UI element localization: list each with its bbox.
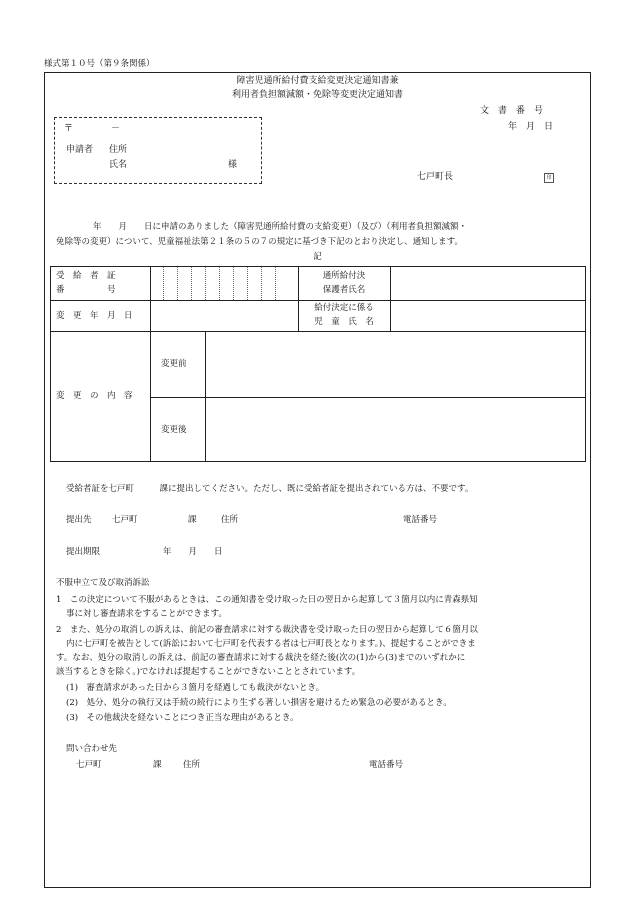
table-row-divider	[50, 331, 586, 332]
address-label: 住所	[109, 145, 128, 155]
table-col-divider	[150, 266, 151, 462]
digit-cell-divider	[233, 267, 234, 300]
deadline-date: 年 月 日	[163, 547, 223, 557]
submit-to-label: 提出先	[66, 515, 92, 525]
digit-cell-divider	[261, 267, 262, 300]
appeal-sub3: (3) その他裁決を経ないことにつき正当な理由があるとき。	[66, 713, 299, 723]
child-label-2: 児 童 氏 名	[314, 317, 374, 327]
applicant-label: 申請者	[66, 145, 94, 155]
ki-label: 記	[313, 252, 322, 262]
inquiry-dept: 課	[153, 760, 162, 770]
appeal-item2-line4: 該当するときを除く。)でなければ提起することができないこととされています。	[56, 667, 361, 677]
submit-to-phone: 電話番号	[403, 515, 438, 525]
after-label: 変更後	[161, 425, 187, 435]
appeal-sub1: (1) 審査請求があった日から３箇月を経過しても裁決がないとき。	[66, 683, 325, 693]
title-line-1: 障害児通所給付費支給変更決定通知書兼	[236, 76, 399, 86]
digit-cell-divider	[275, 267, 276, 300]
form-number: 様式第１０号（第９条関係）	[44, 59, 155, 69]
document-number: 文 書 番 号	[480, 106, 544, 116]
appeal-item2-line1: 2 また、処分の取消しの訴えは、前記の審査請求に対する裁決書を受け取った日の翌日から起算して６箇月以	[56, 625, 478, 635]
digit-cell-divider	[205, 267, 206, 300]
digit-cell-divider	[219, 267, 220, 300]
table-col-divider	[205, 331, 206, 462]
intro-line-2: 免除等の変更）について、児童福祉法第２１条の５の７の規定に基づき下記のとおり決定し、通知します。	[56, 237, 463, 247]
change-content-label: 変 更 の 内 容	[56, 391, 133, 401]
child-label-1: 給付決定に係る	[314, 303, 374, 313]
appeal-item2-line3: す。なお、処分の取消しの訴えは、前記の審査請求に対する裁決を経た後(次の(1)から(3)までのいずれかに	[56, 653, 466, 663]
submit-to-address: 住所	[221, 515, 239, 525]
before-label: 変更前	[161, 359, 187, 369]
submit-to-dept: 課	[188, 515, 197, 525]
digit-cell-divider	[177, 267, 178, 300]
name-label: 氏名	[109, 160, 128, 170]
change-date-label: 変 更 年 月 日	[56, 311, 133, 321]
intro-line-1: 年 月 日に申請のありました（障害児通所給付費の支給変更）（及び）（利用者負担額減額・	[93, 222, 468, 232]
appeal-item1-line2: 事に対し審査請求をすることができます。	[66, 609, 227, 619]
table-col-divider	[390, 266, 391, 331]
appeal-sub2: (2) 処分、処分の執行又は手続の続行により生ずる著しい損害を避けるため緊急の必要があるとき。	[66, 698, 452, 708]
cert-number-label-2: 番 号	[56, 285, 116, 295]
deadline-label: 提出期限	[66, 547, 101, 557]
postal-mark: 〒	[64, 124, 74, 134]
cert-number-label-1: 受 給 者 証	[56, 271, 116, 281]
digit-cell-divider	[247, 267, 248, 300]
seal-mark: 印	[544, 173, 554, 183]
inquiry-phone: 電話番号	[369, 760, 404, 770]
document-date: 年 月 日	[508, 122, 554, 132]
guardian-label-2: 保護者氏名	[322, 285, 366, 295]
digit-cell-divider	[163, 267, 164, 300]
inquiry-address: 住所	[183, 760, 201, 770]
submit-notice: 受給者証を七戸町 課に提出してください。ただし、既に受給者証を提出されている方は、不要です。	[66, 484, 474, 494]
submit-to-town: 七戸町	[112, 515, 138, 525]
inquiry-town: 七戸町	[76, 760, 102, 770]
document-frame	[44, 72, 591, 888]
digit-cell-divider	[191, 267, 192, 300]
table-row-divider	[150, 397, 586, 398]
title-line-2: 利用者負担額減額・免除等変更決定通知書	[231, 90, 403, 100]
appeal-item1-line1: 1 この決定について不服があるときは、この通知書を受け取った日の翌日から起算して３箇月以内に青森県知	[56, 595, 478, 605]
issuer-name: 七戸町長	[417, 172, 454, 182]
inquiry-heading: 問い合わせ先	[66, 744, 118, 754]
appeal-item2-line2: 内に七戸町を被告として(訴訟において七戸町を代表する者は七戸町長となります。)、提起することができま	[66, 639, 476, 649]
table-row-divider	[50, 300, 586, 301]
honorific: 様	[228, 160, 238, 170]
guardian-label-1: 通所給付決	[322, 271, 366, 281]
appeal-heading: 不服申立て及び取消訴訟	[56, 578, 150, 588]
postal-dash: －	[111, 124, 121, 134]
